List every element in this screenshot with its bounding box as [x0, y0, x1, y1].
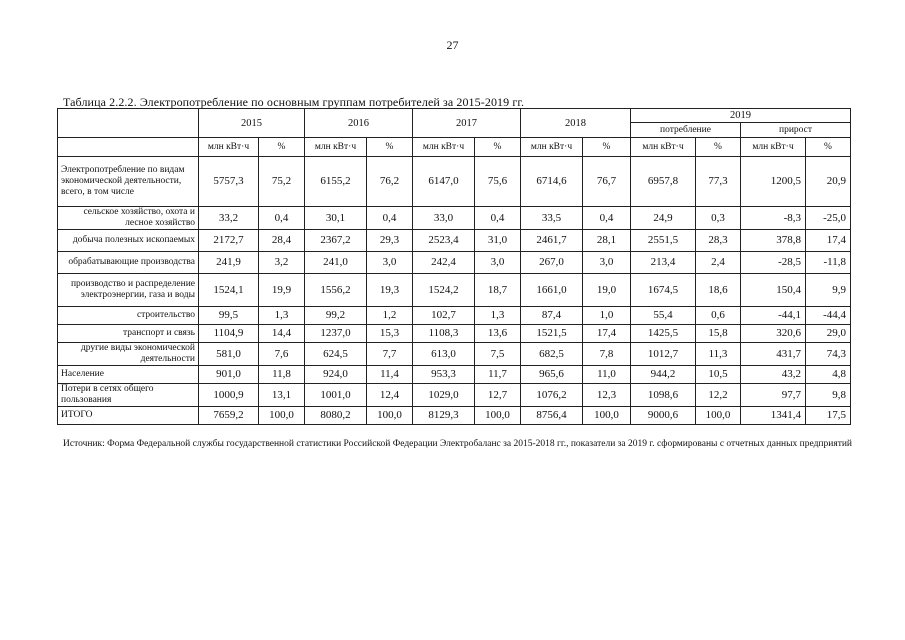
- row-label: Электропотребление по видам экономической деятельности, всего, в том числе: [58, 157, 199, 207]
- table-cell: 14,4: [259, 325, 305, 343]
- table-cell: 97,7: [741, 384, 806, 407]
- table-cell: 6147,0: [413, 157, 475, 207]
- table-cell: 75,2: [259, 157, 305, 207]
- table-cell: 12,2: [696, 384, 741, 407]
- unit-header: млн кВт·ч: [631, 138, 696, 157]
- table-cell: 1556,2: [305, 274, 367, 307]
- table-caption: Таблица 2.2.2. Электропотребление по основным группам потребителей за 2015-2019 гг.: [63, 95, 525, 109]
- table-cell: 12,3: [583, 384, 631, 407]
- table-cell: 9000,6: [631, 407, 696, 425]
- table-cell: 11,7: [475, 366, 521, 384]
- table-cell: 1108,3: [413, 325, 475, 343]
- table-cell: 613,0: [413, 343, 475, 366]
- table-cell: 11,3: [696, 343, 741, 366]
- table-cell: 30,1: [305, 207, 367, 230]
- table-cell: 9,9: [806, 274, 851, 307]
- table-cell: 1237,0: [305, 325, 367, 343]
- table-cell: 1076,2: [521, 384, 583, 407]
- unit-header: млн кВт·ч: [521, 138, 583, 157]
- table-row: [58, 274, 851, 307]
- table-cell: 9,8: [806, 384, 851, 407]
- table-cell: 2461,7: [521, 230, 583, 252]
- year-header: 2017: [413, 109, 521, 138]
- table-cell: 3,0: [367, 252, 413, 274]
- table-cell: 1012,7: [631, 343, 696, 366]
- table-cell: 87,4: [521, 307, 583, 325]
- table-cell: 19,3: [367, 274, 413, 307]
- table-cell: 12,4: [367, 384, 413, 407]
- table-cell: 8129,3: [413, 407, 475, 425]
- table-cell: 2367,2: [305, 230, 367, 252]
- table-cell: 19,0: [583, 274, 631, 307]
- table-cell: 8756,4: [521, 407, 583, 425]
- row-label: ИТОГО: [58, 407, 199, 425]
- table-cell: 33,5: [521, 207, 583, 230]
- table-cell: -44,1: [741, 307, 806, 325]
- table-cell: 5757,3: [199, 157, 259, 207]
- table-cell: 18,7: [475, 274, 521, 307]
- unit-header: млн кВт·ч: [741, 138, 806, 157]
- table-cell: 33,2: [199, 207, 259, 230]
- table-cell: 1,2: [367, 307, 413, 325]
- table-cell: 431,7: [741, 343, 806, 366]
- table-cell: 100,0: [583, 407, 631, 425]
- table-cell: 320,6: [741, 325, 806, 343]
- unit-header: млн кВт·ч: [305, 138, 367, 157]
- table-row: [58, 252, 851, 274]
- table-cell: 55,4: [631, 307, 696, 325]
- row-label: Потери в сетях общего пользования: [58, 384, 199, 407]
- table-cell: 1104,9: [199, 325, 259, 343]
- subheader-consumption: потребление: [631, 123, 741, 138]
- table-cell: 99,2: [305, 307, 367, 325]
- table-cell: 100,0: [475, 407, 521, 425]
- table-cell: -11,8: [806, 252, 851, 274]
- table-cell: 19,9: [259, 274, 305, 307]
- table-cell: 24,9: [631, 207, 696, 230]
- table-cell: 901,0: [199, 366, 259, 384]
- table-cell: 100,0: [367, 407, 413, 425]
- table-cell: 0,6: [696, 307, 741, 325]
- table-cell: 1098,6: [631, 384, 696, 407]
- table-cell: 29,3: [367, 230, 413, 252]
- row-label: другие виды экономической деятельности: [58, 343, 199, 366]
- row-label: Население: [58, 366, 199, 384]
- table-cell: 100,0: [259, 407, 305, 425]
- table-cell: 267,0: [521, 252, 583, 274]
- unit-header: %: [259, 138, 305, 157]
- table-cell: -25,0: [806, 207, 851, 230]
- table-row: [58, 366, 851, 384]
- row-label: строительство: [58, 307, 199, 325]
- table-cell: 6155,2: [305, 157, 367, 207]
- table-cell: 953,3: [413, 366, 475, 384]
- table-cell: 75,6: [475, 157, 521, 207]
- unit-header: %: [696, 138, 741, 157]
- table-cell: -44,4: [806, 307, 851, 325]
- table-cell: 3,2: [259, 252, 305, 274]
- unit-header: %: [367, 138, 413, 157]
- table-cell: 0,4: [583, 207, 631, 230]
- table-cell: 1341,4: [741, 407, 806, 425]
- table-cell: -28,5: [741, 252, 806, 274]
- unit-blank-cell: [58, 138, 199, 157]
- table-cell: 102,7: [413, 307, 475, 325]
- table-cell: 0,4: [367, 207, 413, 230]
- table-cell: 924,0: [305, 366, 367, 384]
- table-cell: 76,7: [583, 157, 631, 207]
- table-cell: 1000,9: [199, 384, 259, 407]
- table-cell: 1,0: [583, 307, 631, 325]
- row-label: добыча полезных ископаемых: [58, 230, 199, 252]
- table-cell: 17,4: [806, 230, 851, 252]
- table-cell: 11,8: [259, 366, 305, 384]
- table-cell: 6957,8: [631, 157, 696, 207]
- consumption-table: [57, 108, 851, 425]
- table-cell: 6714,6: [521, 157, 583, 207]
- table-cell: 0,4: [475, 207, 521, 230]
- table-cell: 15,8: [696, 325, 741, 343]
- table-cell: 241,0: [305, 252, 367, 274]
- table-cell: 77,3: [696, 157, 741, 207]
- table-cell: 944,2: [631, 366, 696, 384]
- table-cell: 10,5: [696, 366, 741, 384]
- table-cell: 29,0: [806, 325, 851, 343]
- table-cell: 0,3: [696, 207, 741, 230]
- table-cell: 99,5: [199, 307, 259, 325]
- table-cell: 1,3: [259, 307, 305, 325]
- year-header: 2018: [521, 109, 631, 138]
- table-cell: 13,1: [259, 384, 305, 407]
- table-cell: 28,1: [583, 230, 631, 252]
- table-cell: 17,5: [806, 407, 851, 425]
- year-header: 2016: [305, 109, 413, 138]
- table-cell: 20,9: [806, 157, 851, 207]
- table-cell: 1200,5: [741, 157, 806, 207]
- row-label: производство и распределение электроэнергии, газа и воды: [58, 274, 199, 307]
- table-cell: 3,0: [583, 252, 631, 274]
- row-label: транспорт и связь: [58, 325, 199, 343]
- table-cell: 7,6: [259, 343, 305, 366]
- table-cell: 76,2: [367, 157, 413, 207]
- table-cell: 4,8: [806, 366, 851, 384]
- table-cell: 1524,1: [199, 274, 259, 307]
- table-row: [58, 343, 851, 366]
- table-cell: 18,6: [696, 274, 741, 307]
- table-cell: 581,0: [199, 343, 259, 366]
- table-cell: 100,0: [696, 407, 741, 425]
- table-cell: 2551,5: [631, 230, 696, 252]
- table-row: [58, 157, 851, 207]
- header-blank-cell: [58, 109, 199, 138]
- table-cell: 241,9: [199, 252, 259, 274]
- table-cell: 0,4: [259, 207, 305, 230]
- table-cell: 242,4: [413, 252, 475, 274]
- table-cell: 150,4: [741, 274, 806, 307]
- table-cell: 7659,2: [199, 407, 259, 425]
- table-cell: 7,7: [367, 343, 413, 366]
- table-cell: 74,3: [806, 343, 851, 366]
- table-cell: 7,8: [583, 343, 631, 366]
- table-cell: 33,0: [413, 207, 475, 230]
- table-cell: 213,4: [631, 252, 696, 274]
- unit-header: %: [475, 138, 521, 157]
- table-cell: 15,3: [367, 325, 413, 343]
- table-cell: 31,0: [475, 230, 521, 252]
- table-cell: 1029,0: [413, 384, 475, 407]
- table-row: [58, 307, 851, 325]
- table-cell: 11,0: [583, 366, 631, 384]
- table-cell: 8080,2: [305, 407, 367, 425]
- row-label: сельское хозяйство, охота и лесное хозяйство: [58, 207, 199, 230]
- table-cell: 2172,7: [199, 230, 259, 252]
- table-cell: 7,5: [475, 343, 521, 366]
- year-header: 2019: [631, 109, 851, 123]
- table-body: [58, 157, 851, 425]
- table-cell: 1674,5: [631, 274, 696, 307]
- year-header: 2015: [199, 109, 305, 138]
- table-cell: 2,4: [696, 252, 741, 274]
- table-row: [58, 384, 851, 407]
- table-cell: 1425,5: [631, 325, 696, 343]
- unit-header: млн кВт·ч: [199, 138, 259, 157]
- table-row: [58, 207, 851, 230]
- table-cell: 624,5: [305, 343, 367, 366]
- subheader-growth: прирост: [741, 123, 851, 138]
- unit-header: %: [583, 138, 631, 157]
- row-label: обрабатывающие производства: [58, 252, 199, 274]
- table-row: [58, 230, 851, 252]
- table-cell: 965,6: [521, 366, 583, 384]
- table-cell: 12,7: [475, 384, 521, 407]
- table-cell: 682,5: [521, 343, 583, 366]
- table-cell: 28,3: [696, 230, 741, 252]
- table-cell: 1661,0: [521, 274, 583, 307]
- table-cell: 11,4: [367, 366, 413, 384]
- table-cell: -8,3: [741, 207, 806, 230]
- table-cell: 1001,0: [305, 384, 367, 407]
- table-cell: 13,6: [475, 325, 521, 343]
- table-cell: 1521,5: [521, 325, 583, 343]
- table-cell: 1,3: [475, 307, 521, 325]
- table-cell: 43,2: [741, 366, 806, 384]
- table-cell: 17,4: [583, 325, 631, 343]
- unit-header: млн кВт·ч: [413, 138, 475, 157]
- unit-header: %: [806, 138, 851, 157]
- table-cell: 1524,2: [413, 274, 475, 307]
- table-cell: 3,0: [475, 252, 521, 274]
- table-row: [58, 407, 851, 425]
- page-number: 27: [446, 38, 459, 52]
- source-note: Источник: Форма Федеральной службы государственной статистики Российской Федерации Электробаланс за 2015-2018 гг., показатели за 2019 г. сформированы с отчетных данных предприятий: [63, 439, 853, 449]
- table-cell: 28,4: [259, 230, 305, 252]
- table-cell: 2523,4: [413, 230, 475, 252]
- table-cell: 378,8: [741, 230, 806, 252]
- table-row: [58, 325, 851, 343]
